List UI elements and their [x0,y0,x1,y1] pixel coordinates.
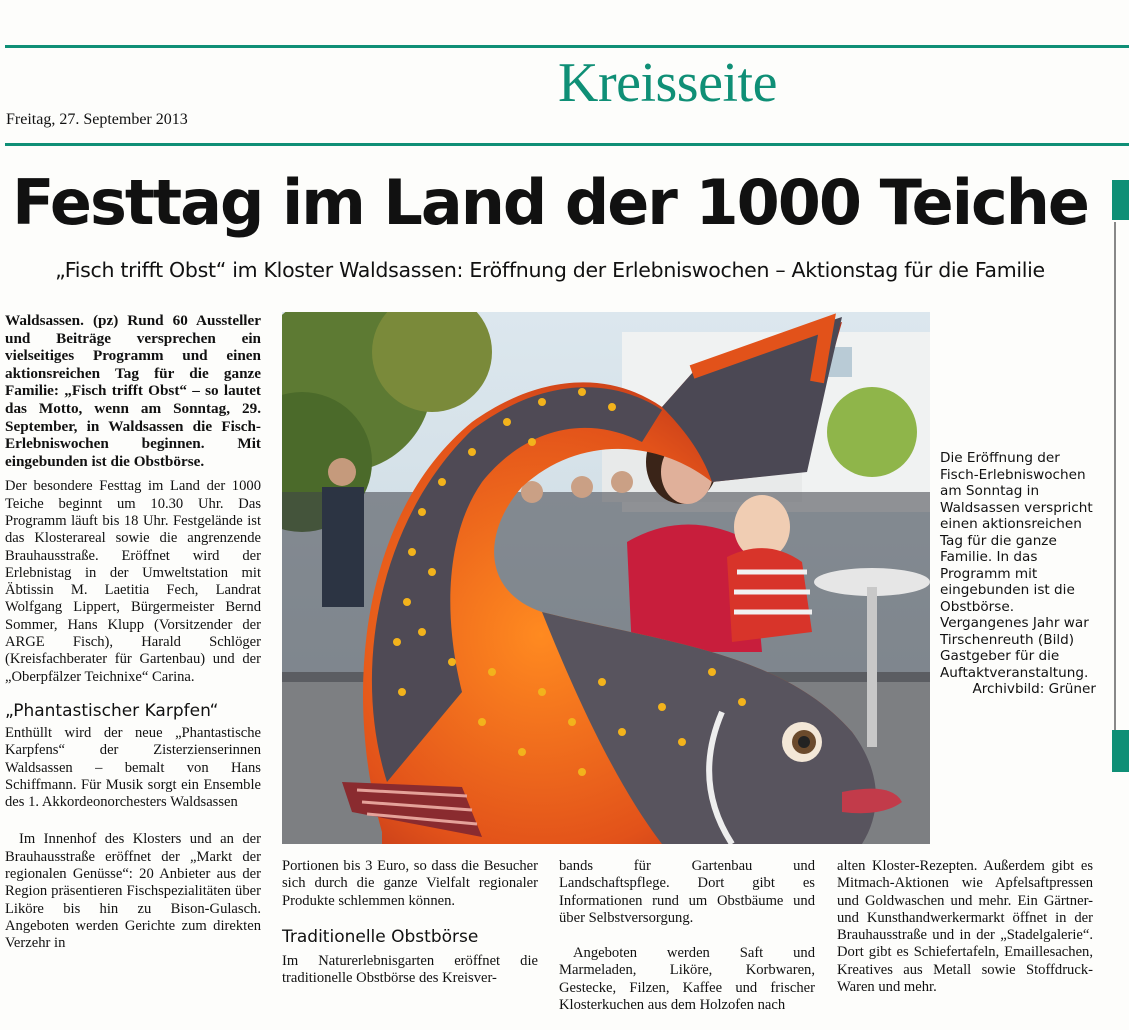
top-rule [5,45,1129,48]
body-paragraph-6: bands für Gartenbau und Landschaftspflege. Dort gibt es Informationen rund um Obstbäume und über Selbstversorgung. [559,858,815,926]
article-photo [282,312,930,844]
body-paragraph-5: Im Naturerlebnisgarten eröffnet die traditionelle Obstbörse des Kreisver- [282,952,538,987]
lead-paragraph: Waldsassen. (pz) Rund 60 Aussteller und Beiträge versprechen ein vielseitiges Programm und einen aktionsreichen Tag für die ganze Familie: „Fisch trifft Obst“ – so lautet das Motto, wenn am Sonntag, 29. September, in Waldsassen die Fisch-Erlebniswochen beginnen. Mit eingebunden ist die Obstbörse. [5,312,261,470]
article-column-4 [837,858,1093,996]
article-column-1 [5,312,261,952]
photo-credit: Archivbild: Grüner [972,681,1096,697]
headline: Festtag im Land der 1000 Teiche [12,166,1088,239]
section-title: Kreisseite [558,52,777,114]
issue-date: Freitag, 27. September 2013 [6,111,188,128]
article-column-2 [282,858,538,987]
body-paragraph-3: Im Innenhof des Klosters und an der Brauhausstraße eröffnet der „Markt der regionalen Genüsse“: 20 Anbieter aus der Region präsentieren Fischspezialitäten über Liköre bis hin zu Bison-Gulasch. Angeboten werden Gerichte zum direkten Verzehr in [5,831,261,952]
subheadline: „Fisch trifft Obst“ im Kloster Waldsassen: Eröffnung der Erlebniswochen – Aktionstag für die Familie [55,258,1045,282]
sidebar-divider [1114,222,1116,730]
subheading-karpfen: „Phantastischer Karpfen“ [5,700,219,721]
article-column-3 [559,858,815,1014]
body-paragraph-2: Enthüllt wird der neue „Phantastische Karpfens“ der Zisterzienserinnen Waldsassen – bemalt von Hans Schiffmann. Für Musik sorgt ein Ensemble des 1. Akkordeonorchesters Waldsassen [5,724,261,811]
body-paragraph-8: alten Kloster-Rezepten. Außerdem gibt es Mitmach-Aktionen wie Apfelsaftpressen und Goldwaschen und mehr. Ein Gärtner- und Kunsthandwerkermarkt öffnet in der Brauhausstraße und in der „Stadelgalerie“. Dort gibt es Schiefertafeln, Emaillesachen, Kreatives aus Metall sowie Stoffdruck-Waren und mehr. [837,858,1093,996]
body-paragraph-7: Angeboten werden Saft und Marmeladen, Liköre, Korbwaren, Gestecke, Filzen, Kaffee und frischer Klosterkuchen aus dem Holzofen nach [559,945,815,1014]
masthead-rule [5,143,1129,146]
sidebar-marker-top [1112,180,1129,220]
caption-text: Die Eröffnung der Fisch-Erlebniswochen am Sonntag in Waldsassen verspricht einen aktionsreichen Tag für die ganze Familie. In das Programm mit eingebunden ist die Obstbörse. Vergangenes Jahr war Tirschenreuth (Bild) Gastgeber für die Auftaktveranstaltung. [940,450,1093,681]
body-paragraph-1: Der besondere Festtag im Land der 1000 Teiche beginnt um 10.30 Uhr. Das Programm läuft bis 18 Uhr. Festgelände ist das Klosterareal sowie die angrenzende Brauhausstraße. Eröffnet wird der Erlebnistag in der Umweltstation mit Äbtissin M. Laetitia Fech, Landrat Wolfgang Lippert, Bürgermeister Bernd Sommer, Hans Klupp (Vorsitzender der ARGE Fisch), Harald Schlöger (Kreisfachberater für Gartenbau) und der „Oberpfälzer Teichnixe“ Carina. [5,478,261,685]
subheading-obstboerse: Traditionelle Obstbörse [282,926,479,947]
sidebar-marker-bottom [1112,730,1129,772]
body-paragraph-4: Portionen bis 3 Euro, so dass die Besucher sich durch die ganze Vielfalt regionaler Produkte schlemmen können. [282,858,538,909]
fish-sculpture-photo [282,312,930,844]
photo-caption [940,450,1096,698]
